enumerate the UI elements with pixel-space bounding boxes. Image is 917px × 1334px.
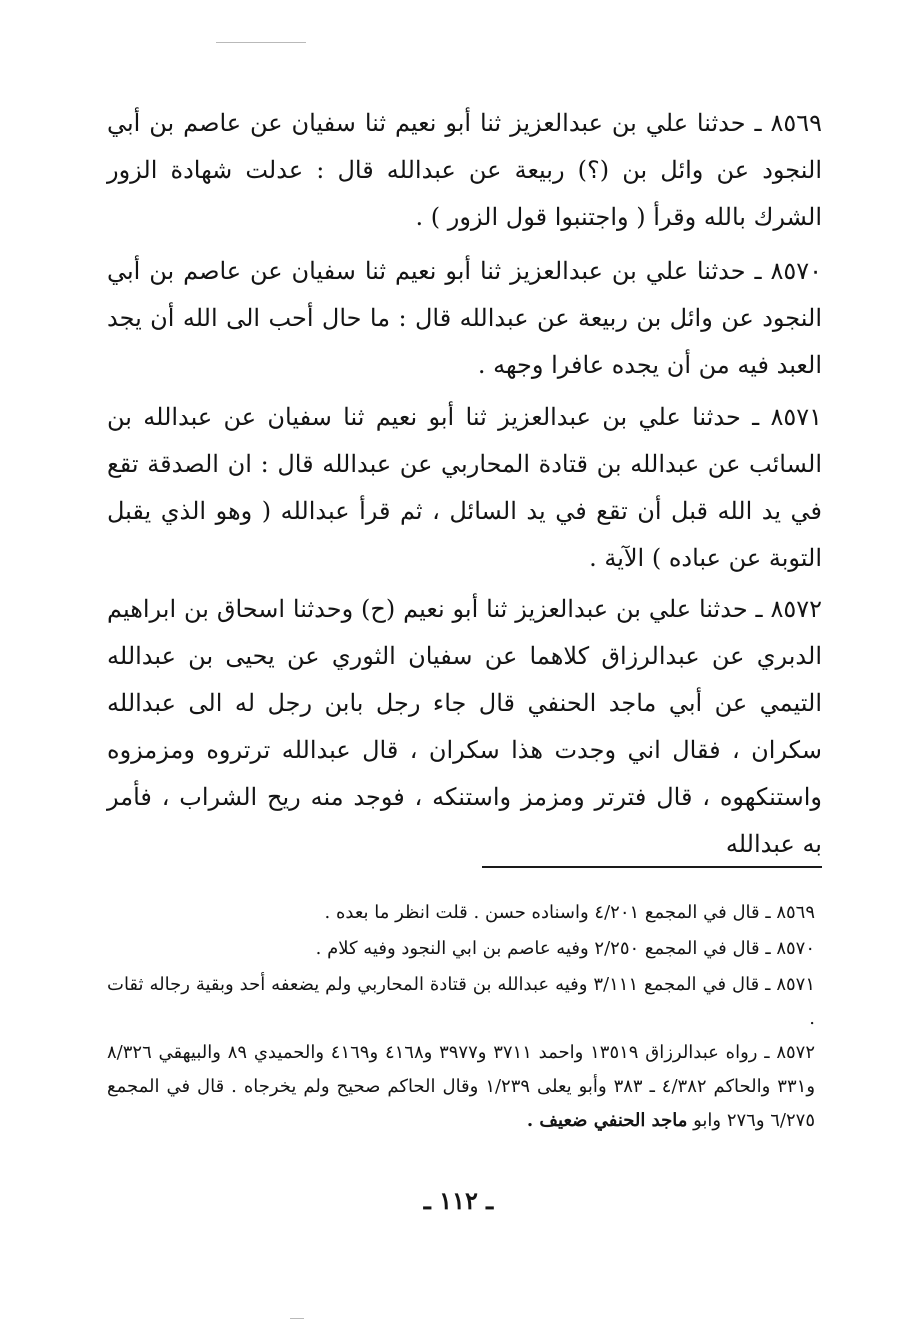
footnote-8572-end: ماجد الحنفي ضعيف .	[526, 1110, 688, 1131]
scan-speck	[290, 1318, 304, 1319]
scan-speck	[216, 42, 306, 43]
footnote-8570: ٨٥٧٠ ـ قال في المجمع ٢/٢٥٠ وفيه عاصم بن ابي النجود وفيه كلام .	[315, 938, 815, 959]
footnote-8572-main: ٨٥٧٢ ـ رواه عبدالرزاق ١٣٥١٩ واحمد ٣٧١١ و٣٩٧٧ و٤١٦٨ و٤١٦٩ والحميدي ٨٩ والبيهقي ٨/٣٢٦ و٣٣١ والحاكم ٤/٣٨٢ ـ ٣٨٣ وأبو يعلى ١/٢٣٩ وقال الحاكم صحيح ولم يخرجاه . قال في المجمع ٦/٢٧٥ و٢٧٦ وابو	[107, 1042, 816, 1131]
hadith-8572: ٨٥٧٢ ـ حدثنا علي بن عبدالعزيز ثنا أبو نعيم (ح) وحدثنا اسحاق بن ابراهيم الدبري عن عبدالرزاق كلاهما عن سفيان الثوري عن يحيى بن عبدالله التيمي عن أبي ماجد الحنفي قال جاء رجل بابن رجل له الى عبدالله سكران ، فقال اني وجدت هذا سكران ، قال عبدالله ترتروه ومزمزوه واستنكهوه ، قال فترتر ومزمز واستنكه ، فوجد منه ريح الشراب ، فأمر به عبدالله	[107, 595, 822, 858]
footnote-8571: ٨٥٧١ ـ قال في المجمع ٣/١١١ وفيه عبدالله بن قتادة المحاربي ولم يضعفه أحد وبقية رجاله ثقات .	[107, 974, 815, 1029]
footnote-8572	[107, 1036, 815, 1138]
page-number: ـ ١١٢ ـ	[423, 1186, 494, 1215]
footnote-8569: ٨٥٦٩ ـ قال في المجمع ٤/٢٠١ واسناده حسن . قلت انظر ما بعده .	[324, 902, 815, 923]
footnote-separator	[482, 866, 822, 868]
hadith-8571: ٨٥٧١ ـ حدثنا علي بن عبدالعزيز ثنا أبو نعيم ثنا سفيان عن عبدالله بن السائب عن عبدالله بن قتادة المحاربي عن عبدالله قال : ان الصدقة تقع في يد الله قبل أن تقع في يد السائل ، ثم قرأ عبدالله ( وهو الذي يقبل التوبة عن عباده ) الآية .	[107, 403, 822, 572]
hadith-8570: ٨٥٧٠ ـ حدثنا علي بن عبدالعزيز ثنا أبو نعيم ثنا سفيان عن عاصم بن أبي النجود عن وائل بن ربيعة عن عبدالله قال : ما حال أحب الى الله أن يجد العبد فيه من أن يجده عافرا وجهه .	[107, 257, 822, 379]
hadith-8569: ٨٥٦٩ ـ حدثنا علي بن عبدالعزيز ثنا أبو نعيم ثنا سفيان عن عاصم بن أبي النجود عن وائل بن (؟) ربيعة عن عبدالله قال : عدلت شهادة الزور الشرك بالله وقرأ ( واجتنبوا قول الزور ) .	[107, 109, 822, 231]
